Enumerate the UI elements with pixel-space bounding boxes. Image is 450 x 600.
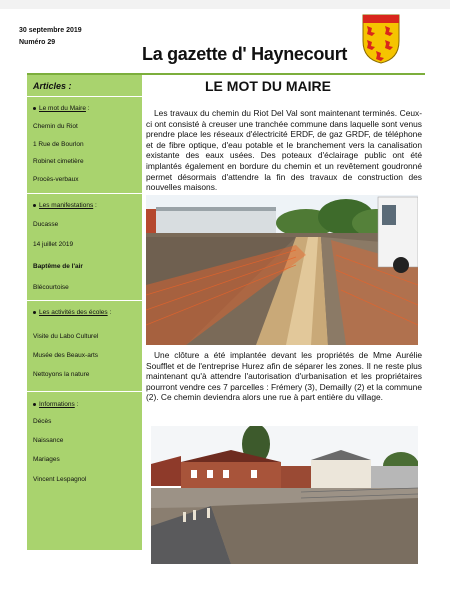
sidebar-item-mariages[interactable]: Mariages bbox=[33, 456, 60, 463]
sidebar-section-mot-du-maire[interactable]: Le mot du Maire : bbox=[33, 105, 90, 112]
bullet-icon bbox=[33, 107, 36, 110]
sidebar-section-activites-ecoles[interactable]: Les activités des écoles : bbox=[33, 309, 111, 316]
article-paragraph-2: Une clôture a été implantée devant les propriétés de Mme Aurélie Soufflet et de l'entreprise Hurez afin de séparer les zones. Il ne reste plus maintenant qu'à attendre l'autorisation d'urbanisation et les propriétaires pourront vendre ces 7 parcelles : Frémery (3), Demailly (2) et la commune (2). Ce chemin deviendra alors une rue à part entière du village. bbox=[146, 350, 422, 403]
sidebar-item-14-juillet[interactable]: 14 juillet 2019 bbox=[33, 241, 74, 248]
sidebar-item-robinet-cimetiere[interactable]: Robinet cimetière bbox=[33, 158, 84, 165]
newspaper-title: La gazette d' Haynecourt bbox=[142, 44, 348, 64]
coat-of-arms-icon bbox=[361, 13, 401, 65]
sidebar-heading: Articles : bbox=[33, 81, 72, 91]
trench-construction-photo bbox=[146, 195, 418, 345]
article-paragraph-1: Les travaux du chemin du Riot Del Val sont maintenant terminés. Ceux-ci ont consisté à creuser une tranchée commune dans laquelle sont venus prendre place les réseaux d'électricité ERDF, de gaz GRDF, de téléphone et de fibre optique, d'eau potable et le branchement vers la canalisation existante des eaux usées. Des poteaux d'éclairage public ont été implantés également en bordure du chemin et un revêtement goudronné permet désormais d'attendre la fin des travaux de construction des nouvelles maisons. bbox=[146, 108, 422, 193]
sidebar-item-deces[interactable]: Décès bbox=[33, 418, 52, 425]
sidebar-item-ducasse[interactable]: Ducasse bbox=[33, 221, 59, 228]
sidebar-item-bapteme-de-l-air[interactable]: Baptême de l'air bbox=[33, 263, 83, 270]
sidebar-divider bbox=[27, 96, 142, 97]
sidebar-item-rue-de-bourlon[interactable]: 1 Rue de Bourlon bbox=[33, 141, 84, 148]
sidebar-item-proces-verbaux[interactable]: Procès-verbaux bbox=[33, 176, 79, 183]
sidebar-item-chemin-du-riot[interactable]: Chemin du Riot bbox=[33, 123, 78, 130]
sidebar-section-informations[interactable]: Informations : bbox=[33, 401, 78, 408]
issue-date: 30 septembre 2019 bbox=[19, 27, 82, 34]
sidebar-item-naissance[interactable]: Naissance bbox=[33, 437, 64, 444]
sidebar-item-musee-beaux-arts[interactable]: Musée des Beaux-arts bbox=[33, 352, 99, 359]
sidebar-item-nettoyons-la-nature[interactable]: Nettoyons la nature bbox=[33, 371, 90, 378]
sidebar-item-blecourtoise[interactable]: Blécourtoise bbox=[33, 284, 69, 291]
bullet-icon bbox=[33, 204, 36, 207]
bullet-icon bbox=[33, 311, 36, 314]
article-headline: LE MOT DU MAIRE bbox=[205, 78, 331, 94]
village-street-photo bbox=[151, 426, 418, 564]
issue-number: Numéro 29 bbox=[19, 39, 56, 46]
sidebar-item-vincent-lespagnol[interactable]: Vincent Lespagnol bbox=[33, 476, 87, 483]
bullet-icon bbox=[33, 403, 36, 406]
sidebar-divider bbox=[27, 300, 142, 301]
top-strip bbox=[0, 0, 450, 9]
sidebar-divider bbox=[27, 391, 142, 392]
sidebar-divider bbox=[27, 193, 142, 194]
sidebar-section-manifestations[interactable]: Les manifestations : bbox=[33, 202, 97, 209]
sidebar-item-labo-culturel[interactable]: Visite du Labo Culturel bbox=[33, 333, 99, 340]
